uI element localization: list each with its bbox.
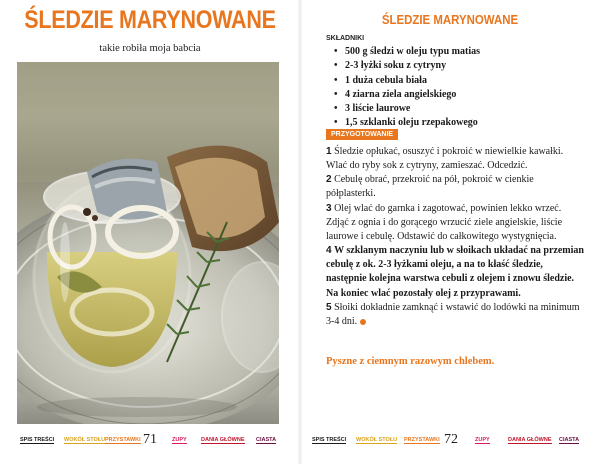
ingredient-item: • 4 ziarna ziela angielskiego <box>334 88 480 102</box>
nav-przystawki[interactable]: PRZYSTAWKI <box>105 437 141 443</box>
step-text: Olej wlać do garnka i zagotować, powinien lekko wrzeć. Zdjąć z ognia i do gorącego wrzucić ziele angielskie, liście laurowe i cebulę. Odstawić do całkowitego wystygnięcia. <box>326 202 563 242</box>
nav-wokol-stolu[interactable]: WOKÓŁ STOŁU <box>64 437 106 443</box>
ingredient-item: • 1,5 szklanki oleju rzepakowego <box>334 116 480 130</box>
serving-note: Pyszne z ciemnym razowym chlebem. <box>326 356 495 367</box>
nav-dania-glowne[interactable]: DANIA GŁÓWNE <box>508 437 552 443</box>
preparation-steps <box>326 145 584 329</box>
step-2 <box>326 173 584 201</box>
end-dot-icon <box>360 319 366 325</box>
step-text: Słoiki dokładnie zamknąć i wstawić do lodówki na minimum 3-4 dni. <box>326 301 580 327</box>
step-3 <box>326 202 584 244</box>
nav-wokol-stolu[interactable]: WOKÓŁ STOŁU <box>356 437 398 443</box>
step-number: 4 <box>326 245 332 257</box>
nav-zupy[interactable]: ZUPY <box>475 437 490 443</box>
nav-spis-tresci[interactable]: SPIS TREŚCI <box>312 437 347 443</box>
recipe-photo <box>17 62 279 424</box>
step-1 <box>326 145 584 173</box>
footer-nav-left <box>0 434 300 448</box>
nav-dania-glowne[interactable]: DANIA GŁÓWNE <box>201 437 245 443</box>
step-text: Cebulę obrać, przekroić na pół, pokroić w cienkie półplasterki. <box>326 174 534 200</box>
footer-nav-right <box>300 434 600 448</box>
nav-spis-tresci[interactable]: SPIS TREŚCI <box>20 437 55 443</box>
step-number: 3 <box>326 202 332 214</box>
step-number: 5 <box>326 301 332 313</box>
recipe-title-small: ŚLEDZIE MARYNOWANE <box>381 12 519 27</box>
ingredient-item: • 3 liście laurowe <box>334 102 480 116</box>
nav-ciasta[interactable]: CIASTA <box>256 437 277 443</box>
step-text: W szklanym naczyniu lub w słoikach układać na przemian cebulę z ok. 2-3 łyżkami oleju, a na to kłaść śledzie, następnie kolejna warstwa cebuli z olejem i znowu śledzie. Na koniec wlać pozostały olej z przyprawami. <box>326 245 584 299</box>
step-text: Śledzie opłukać, osuszyć i pokroić w niewielkie kawałki. Wlać do ryby sok z cytryny, zamieszać. Odcedzić. <box>326 146 564 172</box>
preparation-label: PRZYGOTOWANIE <box>326 129 398 140</box>
page-number: 72 <box>444 432 458 447</box>
ingredient-item: • 2-3 łyżki soku z cytryny <box>334 59 480 73</box>
ingredients-label: SKŁADNIKI <box>326 35 365 42</box>
step-number: 1 <box>326 146 332 157</box>
nav-zupy[interactable]: ZUPY <box>172 437 187 443</box>
recipe-subtitle: takie robiła moja babcia <box>99 43 201 54</box>
recipe-title: ŚLEDZIE MARYNOWANE <box>24 6 276 34</box>
ingredient-item: • 1 duża cebula biała <box>334 74 480 88</box>
page-number: 71 <box>143 432 157 447</box>
right-page <box>300 0 600 464</box>
step-4 <box>326 244 584 301</box>
ingredient-item: • 500 g śledzi w oleju typu matias <box>334 45 480 59</box>
ingredients-list <box>334 45 480 131</box>
nav-przystawki[interactable]: PRZYSTAWKI <box>404 437 440 443</box>
nav-ciasta[interactable]: CIASTA <box>559 437 580 443</box>
step-5 <box>326 301 584 329</box>
step-number: 2 <box>326 174 332 186</box>
